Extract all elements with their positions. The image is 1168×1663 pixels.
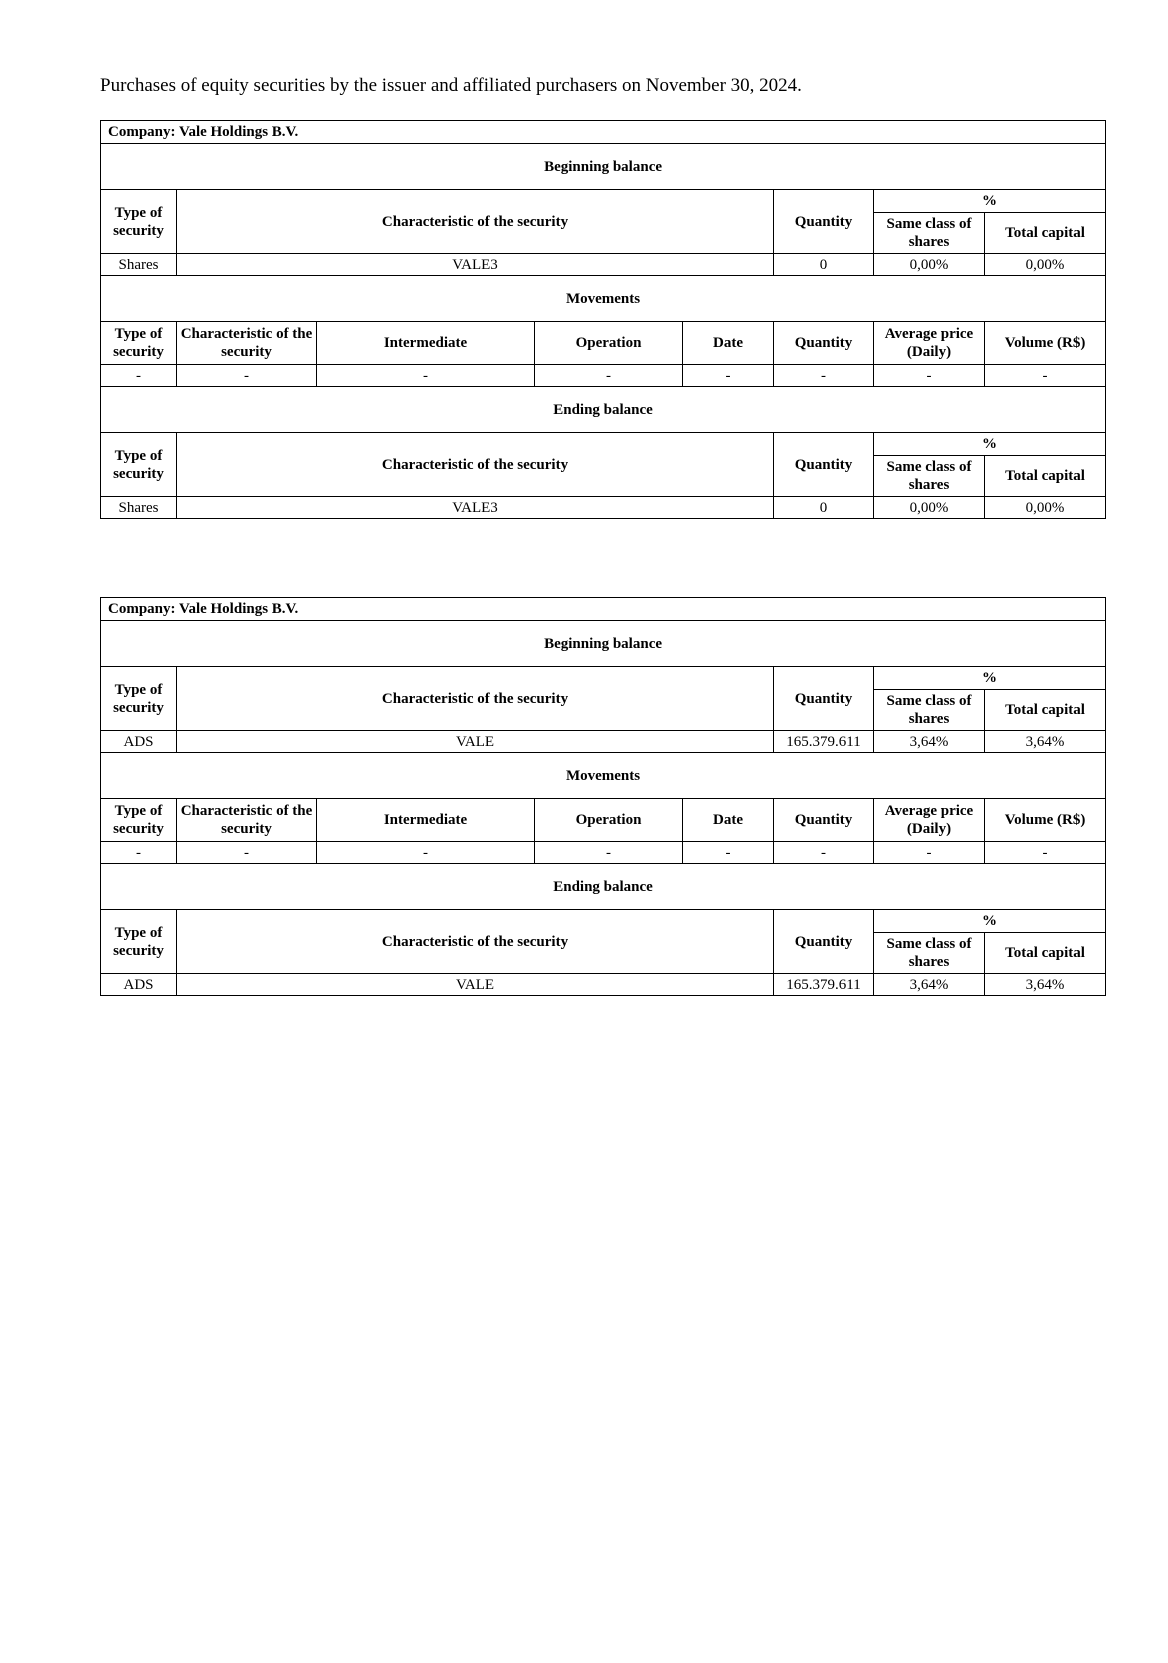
header-volume: Volume (R$): [985, 322, 1106, 365]
cell-characteristic: VALE3: [177, 254, 774, 276]
cell-type: -: [101, 365, 177, 387]
table-row: [101, 974, 1106, 996]
header-total-capital: Total capital: [985, 933, 1106, 974]
header-percent: %: [874, 910, 1106, 933]
header-same-class: Same class of shares: [874, 456, 985, 497]
cell-quantity: 165.379.611: [774, 731, 874, 753]
cell-characteristic: -: [177, 365, 317, 387]
cell-intermediate: -: [317, 365, 535, 387]
header-volume: Volume (R$): [985, 799, 1106, 842]
movements-heading: Movements: [101, 753, 1106, 799]
cell-total-capital: 0,00%: [985, 254, 1106, 276]
cell-operation: -: [535, 842, 683, 864]
cell-total-capital: 3,64%: [985, 974, 1106, 996]
cell-characteristic: -: [177, 842, 317, 864]
header-percent: %: [874, 667, 1106, 690]
cell-type: -: [101, 842, 177, 864]
cell-quantity: -: [774, 365, 874, 387]
cell-quantity: 165.379.611: [774, 974, 874, 996]
header-type-of-security: Type of security: [101, 433, 177, 497]
header-characteristic: Characteristic of the security: [177, 910, 774, 974]
securities-table-1: [100, 120, 1106, 519]
cell-same-class: 0,00%: [874, 254, 985, 276]
cell-quantity: 0: [774, 497, 874, 519]
cell-type: ADS: [101, 731, 177, 753]
header-quantity: Quantity: [774, 667, 874, 731]
cell-type: ADS: [101, 974, 177, 996]
cell-average-price: -: [874, 842, 985, 864]
header-total-capital: Total capital: [985, 213, 1106, 254]
header-intermediate: Intermediate: [317, 322, 535, 365]
cell-quantity: 0: [774, 254, 874, 276]
cell-characteristic: VALE: [177, 974, 774, 996]
header-type-of-security: Type of security: [101, 190, 177, 254]
header-characteristic: Characteristic of the security: [177, 433, 774, 497]
cell-characteristic: VALE: [177, 731, 774, 753]
cell-volume: -: [985, 365, 1106, 387]
beginning-balance-heading: Beginning balance: [101, 144, 1106, 190]
header-same-class: Same class of shares: [874, 213, 985, 254]
header-operation: Operation: [535, 322, 683, 365]
header-date: Date: [683, 322, 774, 365]
company-name: Company: Vale Holdings B.V.: [101, 598, 1106, 621]
beginning-balance-heading: Beginning balance: [101, 621, 1106, 667]
cell-date: -: [683, 842, 774, 864]
header-percent: %: [874, 433, 1106, 456]
header-same-class: Same class of shares: [874, 690, 985, 731]
header-quantity: Quantity: [774, 799, 874, 842]
cell-same-class: 3,64%: [874, 974, 985, 996]
cell-operation: -: [535, 365, 683, 387]
cell-total-capital: 3,64%: [985, 731, 1106, 753]
header-quantity: Quantity: [774, 433, 874, 497]
header-characteristic: Characteristic of the security: [177, 190, 774, 254]
cell-characteristic: VALE3: [177, 497, 774, 519]
header-percent: %: [874, 190, 1106, 213]
header-type-of-security: Type of security: [101, 322, 177, 365]
cell-volume: -: [985, 842, 1106, 864]
cell-type: Shares: [101, 497, 177, 519]
company-name: Company: Vale Holdings B.V.: [101, 121, 1106, 144]
cell-type: Shares: [101, 254, 177, 276]
cell-same-class: 0,00%: [874, 497, 985, 519]
header-characteristic: Characteristic of the security: [177, 322, 317, 365]
header-quantity: Quantity: [774, 322, 874, 365]
header-operation: Operation: [535, 799, 683, 842]
table-row: [101, 842, 1106, 864]
header-intermediate: Intermediate: [317, 799, 535, 842]
cell-total-capital: 0,00%: [985, 497, 1106, 519]
page-title: Purchases of equity securities by the issuer and affiliated purchasers on November 30, 2024.: [100, 75, 802, 96]
header-quantity: Quantity: [774, 910, 874, 974]
header-date: Date: [683, 799, 774, 842]
cell-date: -: [683, 365, 774, 387]
table-row: [101, 731, 1106, 753]
header-total-capital: Total capital: [985, 456, 1106, 497]
header-type-of-security: Type of security: [101, 910, 177, 974]
header-same-class: Same class of shares: [874, 933, 985, 974]
ending-balance-heading: Ending balance: [101, 864, 1106, 910]
header-average-price: Average price (Daily): [874, 322, 985, 365]
cell-average-price: -: [874, 365, 985, 387]
securities-table-2: [100, 597, 1106, 996]
table-row: [101, 365, 1106, 387]
cell-quantity: -: [774, 842, 874, 864]
ending-balance-heading: Ending balance: [101, 387, 1106, 433]
header-quantity: Quantity: [774, 190, 874, 254]
header-total-capital: Total capital: [985, 690, 1106, 731]
cell-intermediate: -: [317, 842, 535, 864]
header-average-price: Average price (Daily): [874, 799, 985, 842]
cell-same-class: 3,64%: [874, 731, 985, 753]
header-type-of-security: Type of security: [101, 799, 177, 842]
header-type-of-security: Type of security: [101, 667, 177, 731]
table-row: [101, 254, 1106, 276]
header-characteristic: Characteristic of the security: [177, 667, 774, 731]
movements-heading: Movements: [101, 276, 1106, 322]
table-row: [101, 497, 1106, 519]
header-characteristic: Characteristic of the security: [177, 799, 317, 842]
